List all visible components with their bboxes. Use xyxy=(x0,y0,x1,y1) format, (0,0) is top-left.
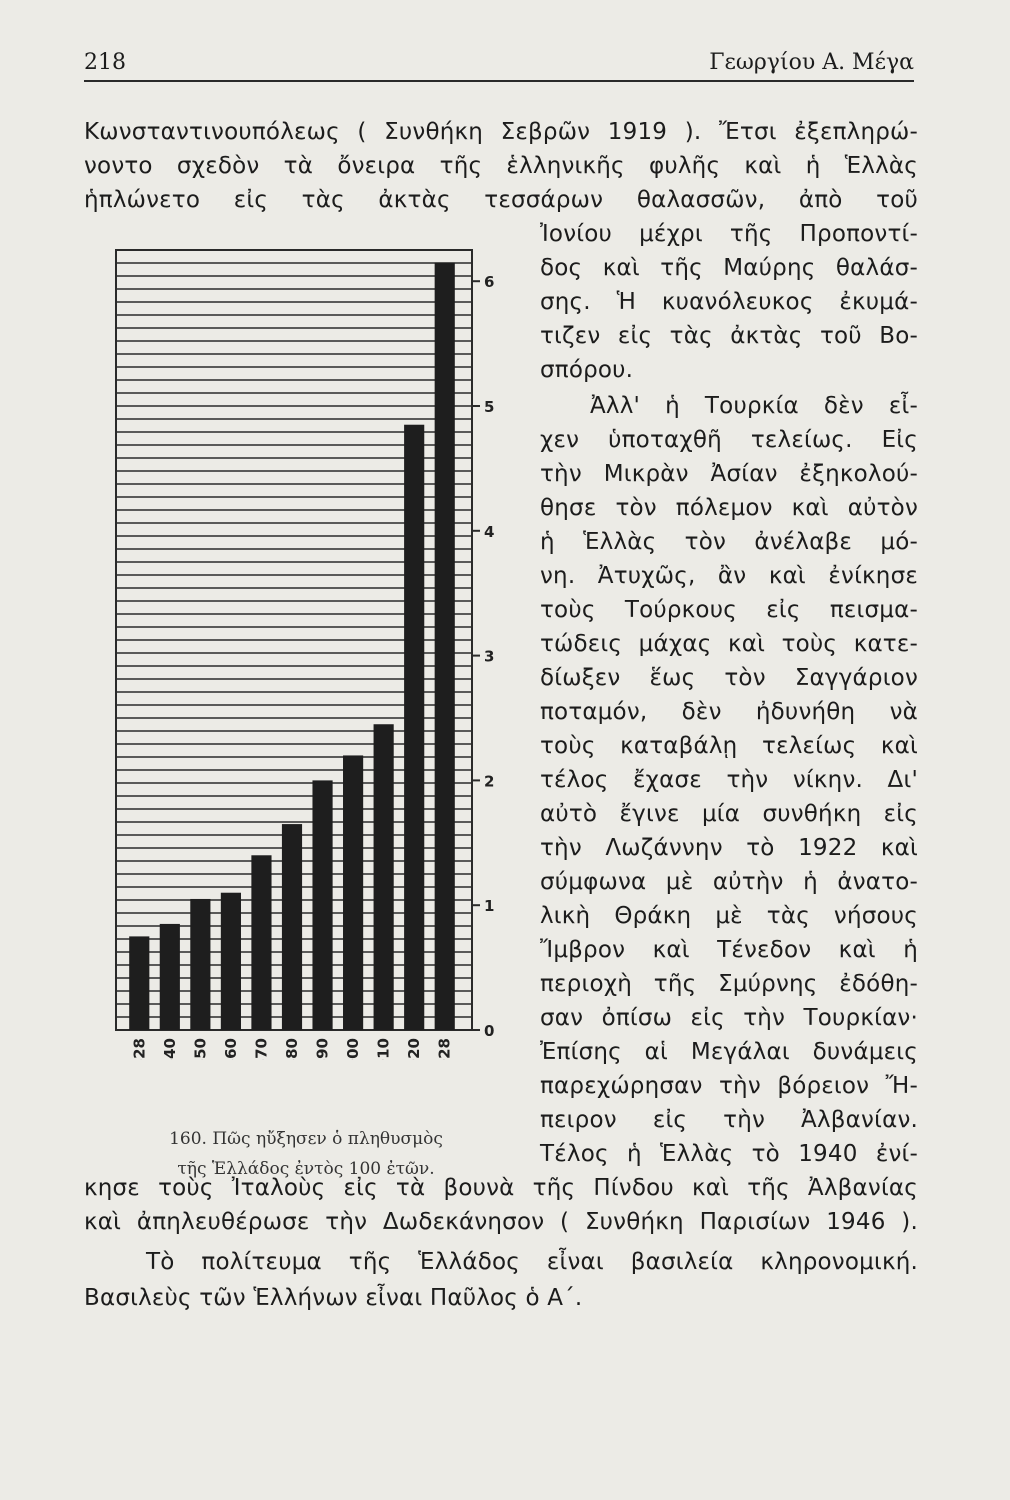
bar xyxy=(282,824,302,1030)
text-line: Βασιλεὺς τῶν Ἑλλήνων εἶναι Παῦλος ὁ Α΄. xyxy=(84,1285,583,1311)
text-line: ἡ Ἑλλὰς τὸν ἀνέλαβε μό- xyxy=(540,529,918,555)
text-line: νοντο σχεδὸν τὰ ὄνειρα τῆς ἑλληνικῆς φυλῆς καὶ ἡ Ἑλλὰς xyxy=(84,153,918,179)
y-tick-label: 6 xyxy=(484,273,495,292)
caption-line: τῆς Ἑλλάδος ἐντὸς 100 ἐτῶν. xyxy=(177,1159,435,1179)
bar xyxy=(435,262,455,1030)
x-tick-label: 1910 xyxy=(374,1038,393,1060)
text-line: τιζεν εἰς τὰς ἀκτὰς τοῦ Βο- xyxy=(540,323,918,349)
bar xyxy=(312,780,332,1030)
bar xyxy=(251,855,271,1030)
text-line: σπόρου. xyxy=(540,357,634,383)
page-number: 218 xyxy=(84,50,126,75)
caption-line: 160. Πῶς ηὔξησεν ὁ πληθυσμὸς xyxy=(169,1129,443,1149)
text-line: θησε τὸν πόλεμον καὶ αὐτὸν xyxy=(540,495,918,521)
text-line: αὐτὸ ἔγινε μία συνθήκη εἰς xyxy=(540,801,918,827)
text-line: τώδεις μάχας καὶ τοὺς κατε- xyxy=(540,631,918,657)
text-line: περιοχὴ τῆς Σμύρνης ἐδόθη- xyxy=(540,971,918,997)
population-bar-chart xyxy=(100,240,520,1060)
figure-caption xyxy=(96,1124,516,1184)
bar xyxy=(160,924,180,1030)
x-tick-label: 1880 xyxy=(283,1038,301,1060)
text-line: Ἴμβρον καὶ Τένεδον καὶ ἡ xyxy=(540,937,918,963)
y-tick-label: 1 xyxy=(484,897,495,916)
bar xyxy=(129,936,149,1030)
text-line: νη. Ἀτυχῶς, ἂν καὶ ἐνίκησε xyxy=(540,563,918,589)
text-line: Ἀλλ' ἡ Τουρκία δὲν εἶ- xyxy=(590,393,918,419)
bar xyxy=(374,724,394,1030)
text-line: Ἰονίου μέχρι τῆς Προποντί- xyxy=(540,221,918,247)
y-tick-label: 2 xyxy=(484,772,495,791)
text-line: Κωνσταντινουπόλεως ( Συνθήκη Σεβρῶν 1919 ). Ἔτσι ἐξεπληρώ- xyxy=(84,119,918,145)
x-tick-label: 1828 xyxy=(130,1038,149,1060)
y-tick-label: 5 xyxy=(484,398,495,416)
text-line: Ἐπίσης αἱ Μεγάλαι δυνάμεις xyxy=(540,1039,918,1065)
bar xyxy=(221,893,241,1030)
bar xyxy=(190,899,210,1030)
text-line: χεν ὑποταχθῆ τελείως. Εἰς xyxy=(540,427,918,453)
text-line: καὶ ἀπηλευθέρωσε τὴν Δωδεκάνησον ( Συνθήκη Παρισίων 1946 ). xyxy=(84,1209,918,1235)
x-tick-label: 1850 xyxy=(191,1038,210,1060)
x-tick-label: 1860 xyxy=(221,1038,240,1060)
text-line: λικὴ Θράκη μὲ τὰς νήσους xyxy=(540,903,918,929)
text-line: τέλος ἔχασε τὴν νίκην. Δι' xyxy=(540,767,918,793)
text-line: τὴν Λωζάννην τὸ 1922 καὶ xyxy=(540,835,918,861)
bar xyxy=(343,755,363,1030)
x-tick-label: 1890 xyxy=(313,1038,332,1060)
text-line: τοὺς Τούρκους εἰς πεισμα- xyxy=(540,597,918,623)
text-line: σύμφωνα μὲ αὐτὴν ἡ ἀνατο- xyxy=(540,869,918,895)
text-line: Τὸ πολίτευμα τῆς Ἑλλάδος εἶναι βασιλεία κληρονομική. xyxy=(146,1249,918,1275)
text-line: δος καὶ τῆς Μαύρης θαλάσ- xyxy=(540,255,918,281)
text-line: ἡπλώνετο εἰς τὰς ἀκτὰς τεσσάρων θαλασσῶν, ἀπὸ τοῦ xyxy=(84,187,918,213)
population-figure xyxy=(100,240,520,1060)
y-tick-label: 0 xyxy=(484,1022,495,1040)
text-line: ποταμόν, δὲν ἠδυνήθη νὰ xyxy=(540,699,918,725)
y-tick-label: 3 xyxy=(484,647,495,666)
text-line: σαν ὀπίσω εἰς τὴν Τουρκίαν· xyxy=(540,1005,918,1031)
x-tick-label: 1920 xyxy=(405,1038,424,1060)
text-line: Τέλος ἡ Ἑλλὰς τὸ 1940 ἐνί- xyxy=(540,1141,918,1167)
x-tick-label: 1928 xyxy=(435,1038,454,1060)
page-header xyxy=(84,44,914,82)
text-line: σης. Ἡ κυανόλευκος ἐκυμά- xyxy=(540,289,918,315)
text-line: τοὺς καταβάλῃ τελείως καὶ xyxy=(540,733,918,759)
text-line: τὴν Μικρὰν Ἀσίαν ἐξηκολού- xyxy=(540,461,918,487)
running-head: Γεωργίου Α. Μέγα xyxy=(709,50,914,75)
bar xyxy=(404,425,424,1030)
text-line: παρεχώρησαν τὴν βόρειον Ἤ- xyxy=(540,1073,918,1099)
x-tick-label: 1900 xyxy=(344,1038,363,1060)
x-tick-label: 1840 xyxy=(160,1038,179,1060)
x-tick-label: 1870 xyxy=(252,1038,271,1060)
text-line: κησε τοὺς Ἰταλοὺς εἰς τὰ βουνὰ τῆς Πίνδου καὶ τῆς Ἀλβανίας xyxy=(84,1175,918,1201)
y-tick-label: 4 xyxy=(484,522,495,541)
text-line: πειρον εἰς τὴν Ἀλβανίαν. xyxy=(540,1107,918,1133)
text-line: δίωξεν ἕως τὸν Σαγγάριον xyxy=(540,665,918,691)
